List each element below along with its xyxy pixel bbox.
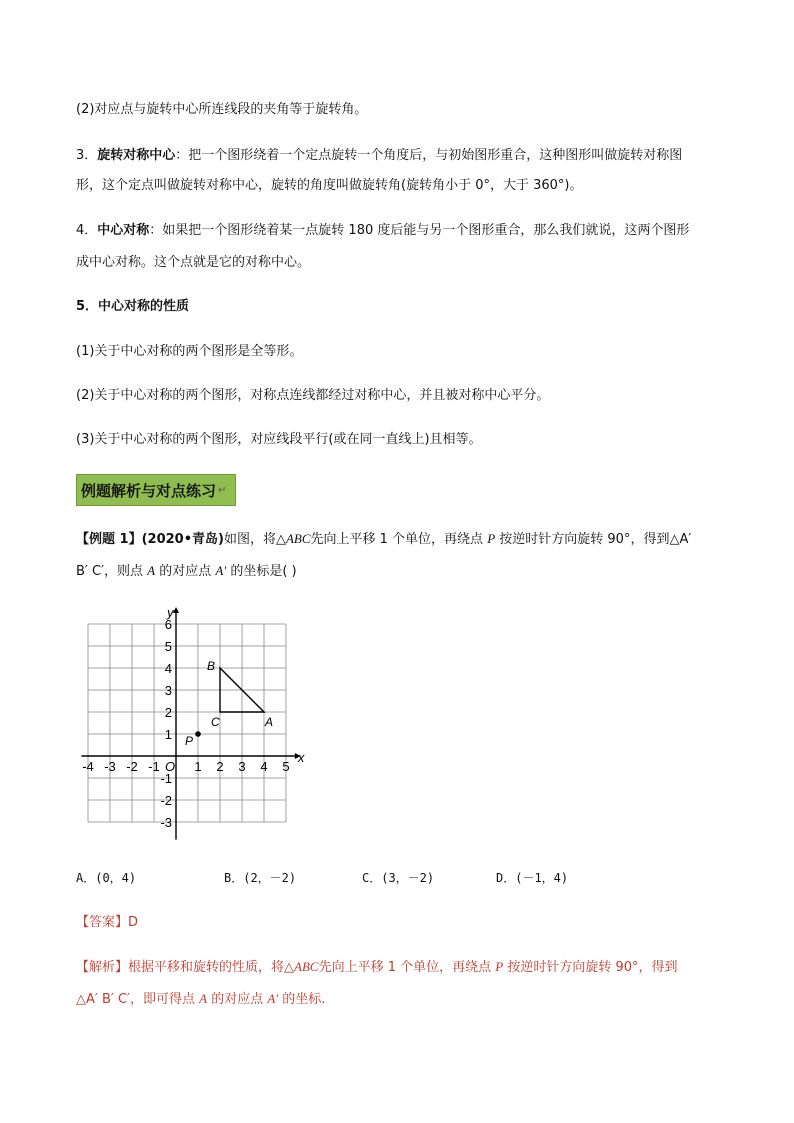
y-axis-arrow <box>173 607 179 613</box>
analysis-text-1a: 根据平移和旋转的性质，将△ <box>128 960 295 975</box>
option-c[interactable]: C．(3，－2) <box>362 871 435 885</box>
y-tick-label: -2 <box>160 793 172 808</box>
analysis-text-2a: △A′ B′ C′，即可得点 <box>76 992 200 1007</box>
x-tick-label: 1 <box>194 759 202 774</box>
analysis-text-2c: 的坐标. <box>278 992 326 1007</box>
item-4-text-1: ：如果把一个图形绕着某一点旋转 180 度后能与另一个图形重合，那么我们就说，这两个图形 <box>149 223 690 238</box>
property-1: (1)关于中心对称的两个图形是全等形。 <box>76 344 303 359</box>
analysis-p: P <box>495 959 504 974</box>
example-a: A <box>147 563 156 578</box>
item-5-number: 5． <box>76 299 99 314</box>
example-text-1a: 如图，将△ <box>223 532 286 547</box>
analysis-text-1c: 按逆时针方向旋转 90°，得到 <box>503 960 678 975</box>
property-3: (3)关于中心对称的两个图形，对应线段平行(或在同一直线上)且相等。 <box>76 432 482 447</box>
point-label-a: A <box>265 715 274 729</box>
answer-label: 【答案】 <box>76 915 129 930</box>
x-tick-label: -1 <box>148 759 160 774</box>
option-a[interactable]: A．(0，4) <box>76 871 137 885</box>
coordinate-graph <box>66 598 316 848</box>
y-tick-label: -3 <box>160 815 172 830</box>
item-3-term: 旋转对称中心 <box>97 148 176 163</box>
y-axis-label: y <box>167 605 174 621</box>
section-title: 例题解析与对点练习 <box>81 481 217 500</box>
theory-item-3-line-1 <box>76 146 682 166</box>
example-line-2 <box>76 561 297 582</box>
analysis-a-prime: A′ <box>267 991 279 1006</box>
theory-item-4-line-1 <box>76 221 689 241</box>
theory-item-5-heading <box>76 297 189 317</box>
item-4-term: 中心对称 <box>97 223 150 238</box>
y-tick-label: 3 <box>164 683 172 698</box>
section-banner <box>76 474 236 506</box>
example-text-1c: 按逆时针方向旋转 90°，得到△A′ <box>495 532 692 547</box>
example-a-prime: A′ <box>215 563 227 578</box>
answer-line <box>76 913 138 933</box>
point-p-dot <box>195 731 201 737</box>
y-tick-label: 4 <box>164 661 172 676</box>
point-label-c: C <box>211 715 220 729</box>
y-tick-label: 5 <box>164 639 172 654</box>
x-tick-label: 2 <box>216 759 224 774</box>
point-label-b: B <box>207 659 216 673</box>
y-tick-label: 1 <box>164 727 172 742</box>
x-tick-label: 3 <box>238 759 246 774</box>
analysis-text-2b: 的对应点 <box>207 992 268 1007</box>
y-tick-label: 2 <box>164 705 172 720</box>
analysis-line-2 <box>76 989 325 1010</box>
example-p: P <box>487 531 496 546</box>
x-axis-label: x <box>297 750 305 765</box>
analysis-label: 【解析】 <box>76 960 129 975</box>
x-tick-label: -4 <box>82 759 94 774</box>
x-tick-label: 4 <box>260 759 268 774</box>
item-3-number: 3． <box>76 148 98 163</box>
item-3-text-1: ：把一个图形绕着一个定点旋转一个角度后，与初始图形重合，这种图形叫做旋转对称图 <box>175 148 683 163</box>
example-text-2a: B′ C′，则点 <box>76 564 148 579</box>
property-2: (2)关于中心对称的两个图形，对称点连线都经过对称中心，并且被对称中心平分。 <box>76 388 550 403</box>
option-d[interactable]: D．(－1，4) <box>496 871 569 885</box>
item-4-number: 4． <box>76 223 98 238</box>
x-tick-label: -2 <box>126 759 138 774</box>
x-tick-label: 5 <box>282 759 290 774</box>
example-abc: ABC <box>285 531 311 546</box>
example-text-1b: 先向上平移 1 个单位，再绕点 <box>310 532 488 547</box>
x-tick-label: -3 <box>104 759 116 774</box>
example-text-2c: 的坐标是( ) <box>226 564 297 579</box>
analysis-line-1 <box>76 957 678 978</box>
analysis-a: A <box>199 991 208 1006</box>
example-label: 【例题 1】 <box>76 532 142 547</box>
analysis-abc: ABC <box>294 959 319 974</box>
theory-item-4-line-2: 成中心对称。这个点就是它的对称中心。 <box>76 255 311 270</box>
analysis-text-1b: 先向上平移 1 个单位，再绕点 <box>318 960 496 975</box>
theory-item-2-2: (2)对应点与旋转中心所连线段的夹角等于旋转角。 <box>76 102 368 117</box>
example-line-1 <box>76 529 691 550</box>
example-source: (2020•青岛) <box>141 532 224 547</box>
option-b[interactable]: B．(2，－2) <box>224 871 297 885</box>
theory-item-3-line-2: 形，这个定点叫做旋转对称中心，旋转的角度叫做旋转角(旋转角小于 0°，大于 360°)。 <box>76 178 583 193</box>
y-tick-label: 6 <box>164 617 172 632</box>
origin-label: O <box>165 759 176 774</box>
answer-value: D <box>128 915 139 930</box>
item-5-term: 中心对称的性质 <box>98 299 190 314</box>
example-text-2b: 的对应点 <box>155 564 216 579</box>
y-tick-label: -1 <box>160 771 172 786</box>
return-mark: ↵ <box>218 484 227 496</box>
point-label-p: P <box>185 734 194 748</box>
